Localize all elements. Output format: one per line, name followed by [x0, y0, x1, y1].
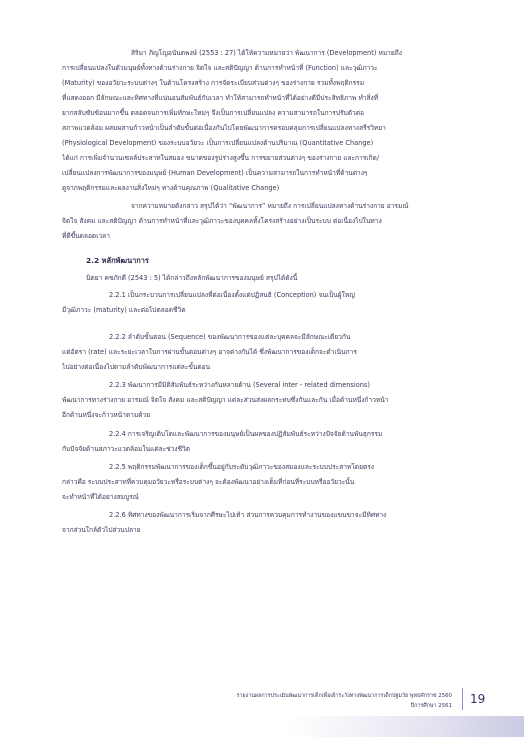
paragraph-line: ยากสลับซับซ้อนมากขึ้น ตลอดจนการเพิ่มทักษะใหม่ๆ จึงเป็นการเปลี่ยนแปลง ความสามารถในการปรับตัวต่อ — [62, 109, 364, 117]
footer-report-title: รายงานผลการประเมินพัฒนาการเด็กเพื่อเฝ้าระวังทางพัฒนาการเด็กปฐมวัย พุทธศักราช 2560 — [236, 693, 452, 699]
paragraph-line: ที่ดีขึ้นตลอดเวลา — [62, 232, 110, 240]
paragraph-line: มีวุฒิภาวะ (maturity) และต่อไปตลอดชีวิต — [62, 306, 186, 314]
list-item-2-2-6: 2.2.6 ทิศทางของพัฒนาการเริ่มจากศีรษะไปเท้า ส่วนการควบคุมการทำงานของแขนขาจะมีทิศทาง — [109, 511, 387, 519]
paragraph-line: แต่อัตรา (rate) และระยะเวลาในการผ่านขั้นตอนต่างๆ อาจต่างกันได้ ซึ่งพัฒนาการของเด็กจะดำเนินการ — [62, 348, 357, 356]
paragraph-line: ได้แก่ การเพิ่มจำนวนเซลล์ประสาทในสมอง ขนาดของรูปร่างสูงขึ้น การขยายส่วนต่างๆ ของร่างกาย และการเกิด/ — [62, 154, 380, 162]
paragraph-line: จะทำหน้าที่ได้อย่างสมบูรณ์ — [62, 493, 139, 501]
list-item-2-2-3: 2.2.3 พัฒนาการมีมิติสัมพันธ์ระหว่างกันหลายด้าน (Several inter - related dimensions) — [109, 381, 370, 389]
paragraph-line: ที่แสดงออก มีลักษณะและทิศทางที่แน่นอนสัมพันธ์กับเวลา ทำให้สามารถทำหน้าที่ได้อย่างดีมีประสิทธิภาพ ทำสิ่งที่ — [62, 94, 379, 102]
footer-academic-year: ปีการศึกษา 2561 — [410, 703, 452, 709]
paragraph-line: กับปัจจัยด้านสภาวะแวดล้อมในแต่ละช่วงชีวิต — [62, 445, 191, 453]
list-item-2-2-4: 2.2.4 การเจริญเติบโตและพัฒนาการของมนุษย์เป็นผลของปฏิสัมพันธ์ระหว่างปัจจัยด้านพันธุกรรม — [109, 430, 383, 438]
paragraph-line: สภาพแวดล้อม ผสมผสานก้าวหน้าเป็นลำดับขั้นต่อเนื่องกันไปโดยพัฒนาการครอบคลุมการเปลี่ยนแปลงทางสรีรวิทยา — [62, 124, 386, 132]
paragraph-line: (Maturity) ของอวัยวะระบบต่างๆ ในด้านโครงสร้าง การจัดระเบียบส่วนต่างๆ ของร่างกาย รวมทั้งพฤติกรรม — [62, 79, 365, 87]
paragraph-line: การเปลี่ยนแปลงในตัวมนุษย์ทั้งทางด้านร่างกาย จิตใจ และสติปัญญา ด้านการทำหน้าที่ (Function) และวุฒิภาวะ — [62, 64, 378, 72]
paragraph-line: นิตยา คชภักดี (2543 : 5) ได้กล่าวถึงหลักพัฒนาการของมนุษย์ สรุปได้ดังนี้ — [86, 274, 298, 282]
paragraph-line: จากความหมายดังกล่าว สรุปได้ว่า “พัฒนาการ” หมายถึง การเปลี่ยนแปลงทางด้านร่างกาย อารมณ์ — [131, 202, 409, 210]
paragraph-line: กล่าวคือ ระบบประสาทที่ควบคุมอวัยวะหรือระบบต่างๆ จะต้องพัฒนาอย่างเต็มที่ก่อนที่ระบบหรืออวัยวะนั้น — [62, 478, 355, 486]
paragraph-line: จิตใจ สังคม และสติปัญญา ด้านการทำหน้าที่และวุฒิภาวะของบุคคลทั้งโครงสร้างอย่างเป็นระบบ ต่อเนื่องไปในทาง — [62, 217, 382, 225]
paragraph-line: (Physiological Development) ของระบบอวัยวะ เป็นการเปลี่ยนแปลงด้านปริมาณ (Quantitative Change) — [62, 139, 374, 147]
paragraph-line: ดูจากพฤติกรรมและผลงานสิ่งใหม่ๆ ทางด้านคุณภาพ (Qualitative Change) — [62, 184, 280, 192]
paragraph-line: จากส่วนใกล้ตัวไปส่วนปลาย — [62, 526, 141, 534]
paragraph-line: อีกด้านหนึ่งจะก้าวหน้าตามด้วย — [62, 411, 151, 419]
paragraph-line: พัฒนาการทางร่างกาย อารมณ์ จิตใจ สังคม และสติปัญญา แต่ละส่วนส่งผลกระทบซึ่งกันและกัน เมื่อด้านหนึ่งก้าวหน้า — [62, 396, 389, 404]
footer-decoration — [0, 716, 524, 737]
paragraph-line: สิริมา ภิญโญอนันตพงษ์ (2553 : 27) ได้ให้ความหมายว่า พัฒนาการ (Development) หมายถึง — [131, 49, 402, 57]
list-item-2-2-1: 2.2.1 เป็นกระบวนการเปลี่ยนแปลงที่ต่อเนื่องตั้งแต่ปฏิสนธิ (Conception) จนเป็นผู้ใหญ่ — [109, 291, 355, 299]
paragraph-line: ไปอย่างต่อเนื่องไปตามลำดับพัฒนาการแต่ละขั้นตอน — [62, 363, 211, 371]
section-heading: 2.2 หลักพัฒนาการ — [86, 256, 149, 265]
page-number: 19 — [470, 692, 486, 706]
list-item-2-2-2: 2.2.2 ลำดับขั้นตอน (Sequence) ของพัฒนาการของแต่ละบุคคลจะมีลักษณะเดียวกัน — [109, 333, 351, 341]
paragraph-line: เปลี่ยนแปลงการพัฒนาการของมนุษย์ (Human Development) เป็นความสามารถในการทำหน้าที่ด้านต่างๆ — [62, 169, 368, 177]
footer-divider — [462, 688, 463, 710]
list-item-2-2-5: 2.2.5 พฤติกรรมพัฒนาการของเด็กขึ้นอยู่กับระดับวุฒิภาวะของสมองและระบบประสาทโดยตรง — [109, 463, 374, 471]
